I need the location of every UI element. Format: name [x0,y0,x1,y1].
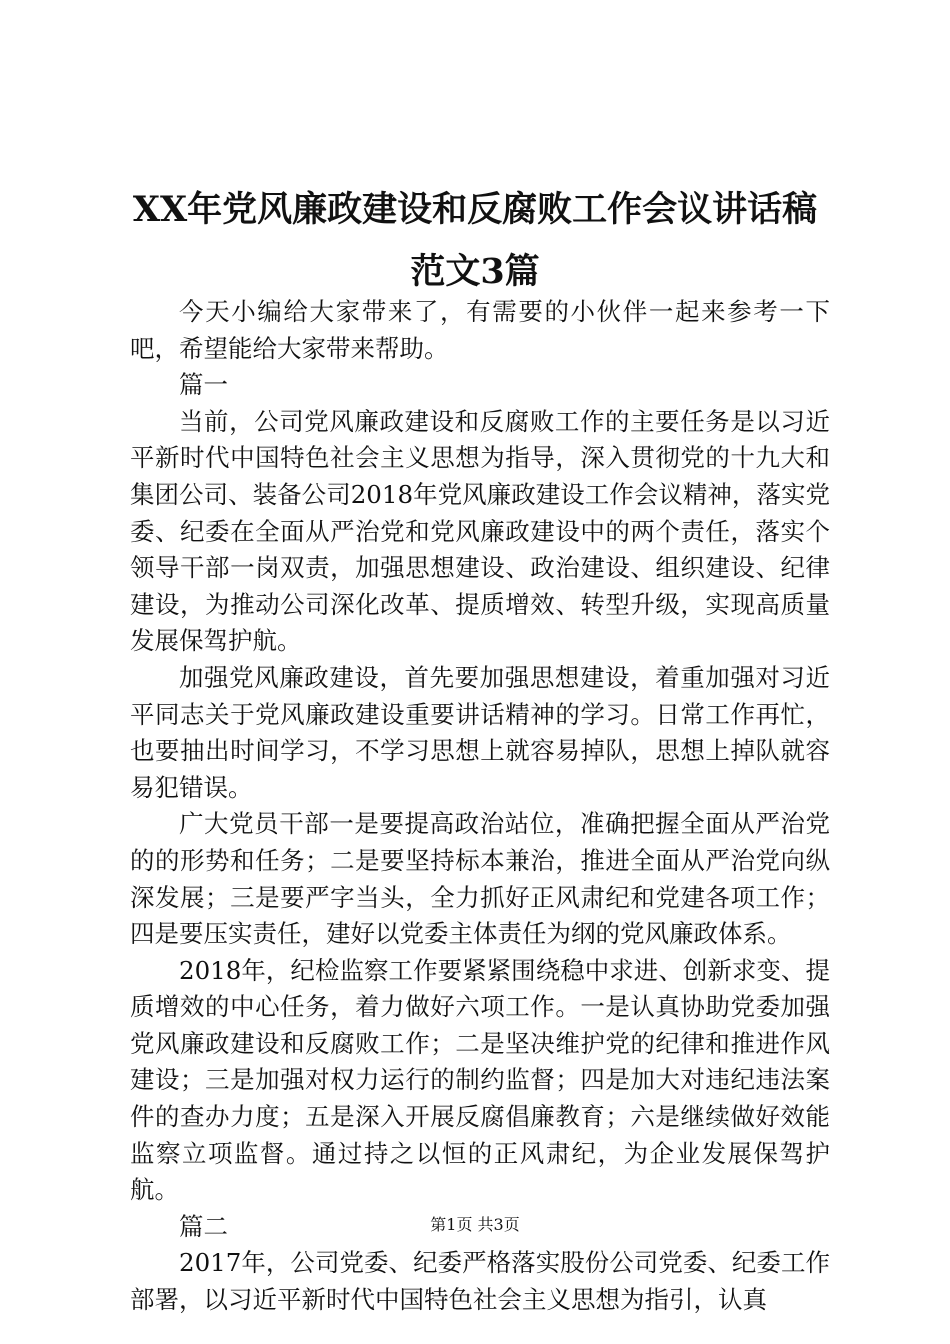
section-heading-2: 篇二 [179,1211,228,1241]
paragraph: 广大党员干部一是要提高政治站位，准确把握全面从严治党的的形势和任务；二是要坚持标本兼治，推进全面从严治党向纵深发展；三是要严字当头，全力抓好正风肃纪和党建各项工作；四是要压实责任，建好以党委主体责任为纲的党风廉政体系。 [130,809,830,949]
paragraph: 2018年，纪检监察工作要紧紧围绕稳中求进、创新求变、提质增效的中心任务，着力做好六项工作。一是认真协助党委加强党风廉政建设和反腐败工作；二是坚决维护党的纪律和推进作风建设；三是加强对权力运行的制约监督；四是加大对违纪违法案件的查办力度；五是深入开展反腐倡廉教育；六是继续做好效能监察立项监督。通过持之以恒的正风肃纪，为企业发展保驾护航。 [130,955,830,1205]
paragraph: 2017年，公司党委、纪委严格落实股份公司党委、纪委工作部署，以习近平新时代中国特色社会主义思想为指引，认真 [130,1248,830,1315]
paragraph: 当前，公司党风廉政建设和反腐败工作的主要任务是以习近平新时代中国特色社会主义思想为指导，深入贯彻党的十九大和集团公司、装备公司2018年党风廉政建设工作会议精神，落实党委、纪委在全面从严治党和党风廉政建设中的两个责任，落实个领导干部一岗双责，加强思想建设、政治建设、组织建设、纪律建设，为推动公司深化改革、提质增效、转型升级，实现高质量发展保驾护航。 [130,406,830,656]
document-title-line1: XX年党风廉政建设和反腐败工作会议讲话稿 [132,189,818,230]
section-heading-1: 篇一 [179,370,228,400]
page-footer: 第1页 共3页 [430,1215,520,1234]
document-body [130,294,830,1319]
document-title-line2: 范文3篇 [410,251,540,292]
paragraph-intro: 今天小编给大家带来了，有需要的小伙伴一起来参考一下吧，希望能给大家带来帮助。 [130,297,830,363]
paragraph: 加强党风廉政建设，首先要加强思想建设，着重加强对习近平同志关于党风廉政建设重要讲话精神的学习。日常工作再忙，也要抽出时间学习，不学习思想上就容易掉队，思想上掉队就容易犯错误。 [130,662,830,802]
